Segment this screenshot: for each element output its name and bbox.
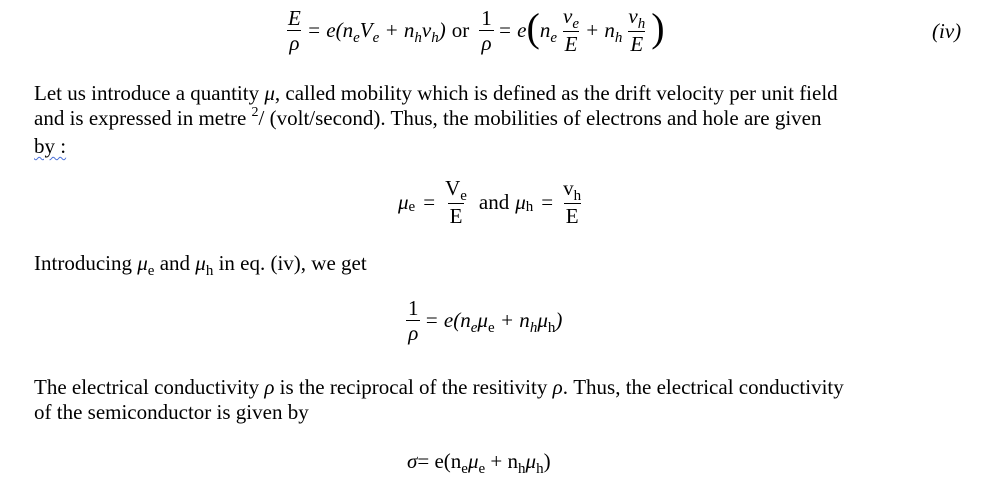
equation-label-iv: (iv) [932, 19, 962, 43]
fraction-1-over-rho [406, 296, 421, 345]
eq-text: = e(n [306, 17, 354, 42]
eq-text: = e [497, 17, 527, 42]
left-paren: ( [526, 5, 540, 50]
subscript-h: h [614, 29, 623, 46]
subscript-e: e [487, 320, 495, 336]
subscript-h: h [525, 198, 534, 215]
text: Introducing [34, 251, 138, 275]
subscript-h: h [536, 461, 544, 477]
equation-mobilities [398, 176, 587, 228]
para-line [34, 106, 974, 134]
fraction-ve-over-e [443, 176, 469, 228]
eq-rhs [417, 449, 551, 477]
text: . Thus, the electrical conductivity [562, 375, 844, 399]
equation-sigma [407, 449, 551, 477]
denominator: ρ [289, 30, 300, 55]
para-line: of the semiconductor is given by [34, 400, 309, 424]
numerator: E [288, 5, 301, 30]
subscript-e: e [470, 320, 478, 336]
text: The electrical conductivity [34, 375, 265, 399]
subscript-e: e [550, 29, 557, 46]
text-spellcheck: by : [34, 134, 67, 158]
denominator: E [564, 32, 578, 56]
symbol-mu: μ [467, 449, 479, 473]
plus-n-h [585, 17, 623, 46]
subscript-e: e [408, 198, 416, 215]
subscript-e: e [147, 263, 155, 279]
symbol-mu: μ [537, 308, 548, 332]
symbol-sigma: σ [407, 449, 418, 473]
symbol-v: v [563, 176, 574, 200]
fraction-e-over-rho [286, 6, 303, 55]
subscript-h: h [637, 16, 646, 32]
para-line [34, 81, 974, 106]
close-paren: ) [543, 449, 551, 473]
text: and is expressed in metre [34, 106, 252, 130]
symbol-v: v [421, 17, 432, 42]
paragraph-introducing [34, 251, 974, 279]
subscript-e: e [353, 29, 360, 46]
paragraph-conductivity [34, 375, 974, 425]
subscript-h: h [529, 320, 538, 336]
subscript-h: h [205, 263, 214, 279]
symbol-mu: μ [137, 251, 148, 275]
denominator: E [630, 32, 644, 56]
paragraph-mobility-intro [34, 81, 974, 159]
symbol-rho: ρ [552, 375, 563, 399]
symbol-mu: μ [398, 189, 409, 214]
subscript-e: e [372, 29, 380, 46]
symbol-mu: μ [515, 189, 526, 214]
eq-rhs [306, 17, 446, 46]
fraction-vh-over-e [626, 4, 647, 56]
symbol-v: v [563, 4, 573, 28]
plus-n: + n [485, 449, 519, 473]
subscript-e: e [572, 16, 579, 32]
close-paren: ) [555, 308, 563, 332]
text: , called mobility which is defined as the drift velocity per unit field [274, 81, 838, 105]
para-line [34, 134, 974, 159]
plus-n: + n [379, 17, 415, 42]
close-paren: ) [438, 17, 446, 42]
denominator: E [565, 204, 579, 228]
subscript-h: h [547, 320, 556, 336]
fraction-1-over-rho [479, 6, 494, 55]
subscript-e: e [461, 461, 468, 477]
denominator: E [449, 204, 463, 228]
conjunction-and: and [478, 189, 510, 214]
text: is the reciprocal of the resitivity [274, 375, 553, 399]
right-paren: ) [651, 5, 665, 50]
numerator [561, 4, 581, 31]
n-e [539, 17, 557, 46]
subscript-e: e [478, 461, 486, 477]
text: Let us introduce a quantity [34, 81, 265, 105]
subscript-h: h [518, 461, 526, 477]
subscript-h: h [431, 29, 439, 46]
numerator [626, 4, 647, 31]
subscript-e: e [460, 188, 467, 204]
plus-n: + n [585, 17, 615, 42]
numerator: 1 [408, 296, 419, 320]
equals: = [423, 189, 436, 214]
symbol-mu: μ [195, 251, 206, 275]
symbol-mu: μ [264, 81, 275, 105]
symbol-n: n [539, 17, 551, 42]
symbol-V: V [359, 17, 373, 42]
para-line [34, 375, 974, 400]
text: in eq. (iv), we get [213, 251, 367, 275]
symbol-rho: ρ [264, 375, 275, 399]
text: and [154, 251, 196, 275]
eq-rhs [424, 308, 563, 336]
denominator: ρ [481, 30, 492, 55]
eq-text: = e(n [424, 308, 471, 332]
equals: = [541, 189, 554, 214]
denominator: ρ [408, 321, 419, 345]
fraction-ve-over-e [561, 4, 581, 56]
conjunction-or: or [451, 17, 470, 42]
numerator [443, 176, 469, 203]
plus-n: + n [494, 308, 530, 332]
subscript-h: h [573, 188, 582, 204]
eq-text: = e(n [417, 449, 462, 473]
fraction-vh-over-e [561, 176, 583, 228]
numerator: 1 [481, 5, 492, 30]
numerator [561, 176, 583, 203]
symbol-v: v [628, 4, 638, 28]
equation-iv [282, 4, 665, 56]
subscript-h: h [414, 29, 422, 46]
symbol-V: V [445, 176, 461, 200]
symbol-mu: μ [525, 449, 537, 473]
superscript-2: 2 [251, 105, 259, 120]
symbol-mu: μ [477, 308, 488, 332]
equation-substituted [402, 296, 562, 345]
text: / (volt/second). Thus, the mobilities of electrons and hole are given [258, 106, 822, 130]
